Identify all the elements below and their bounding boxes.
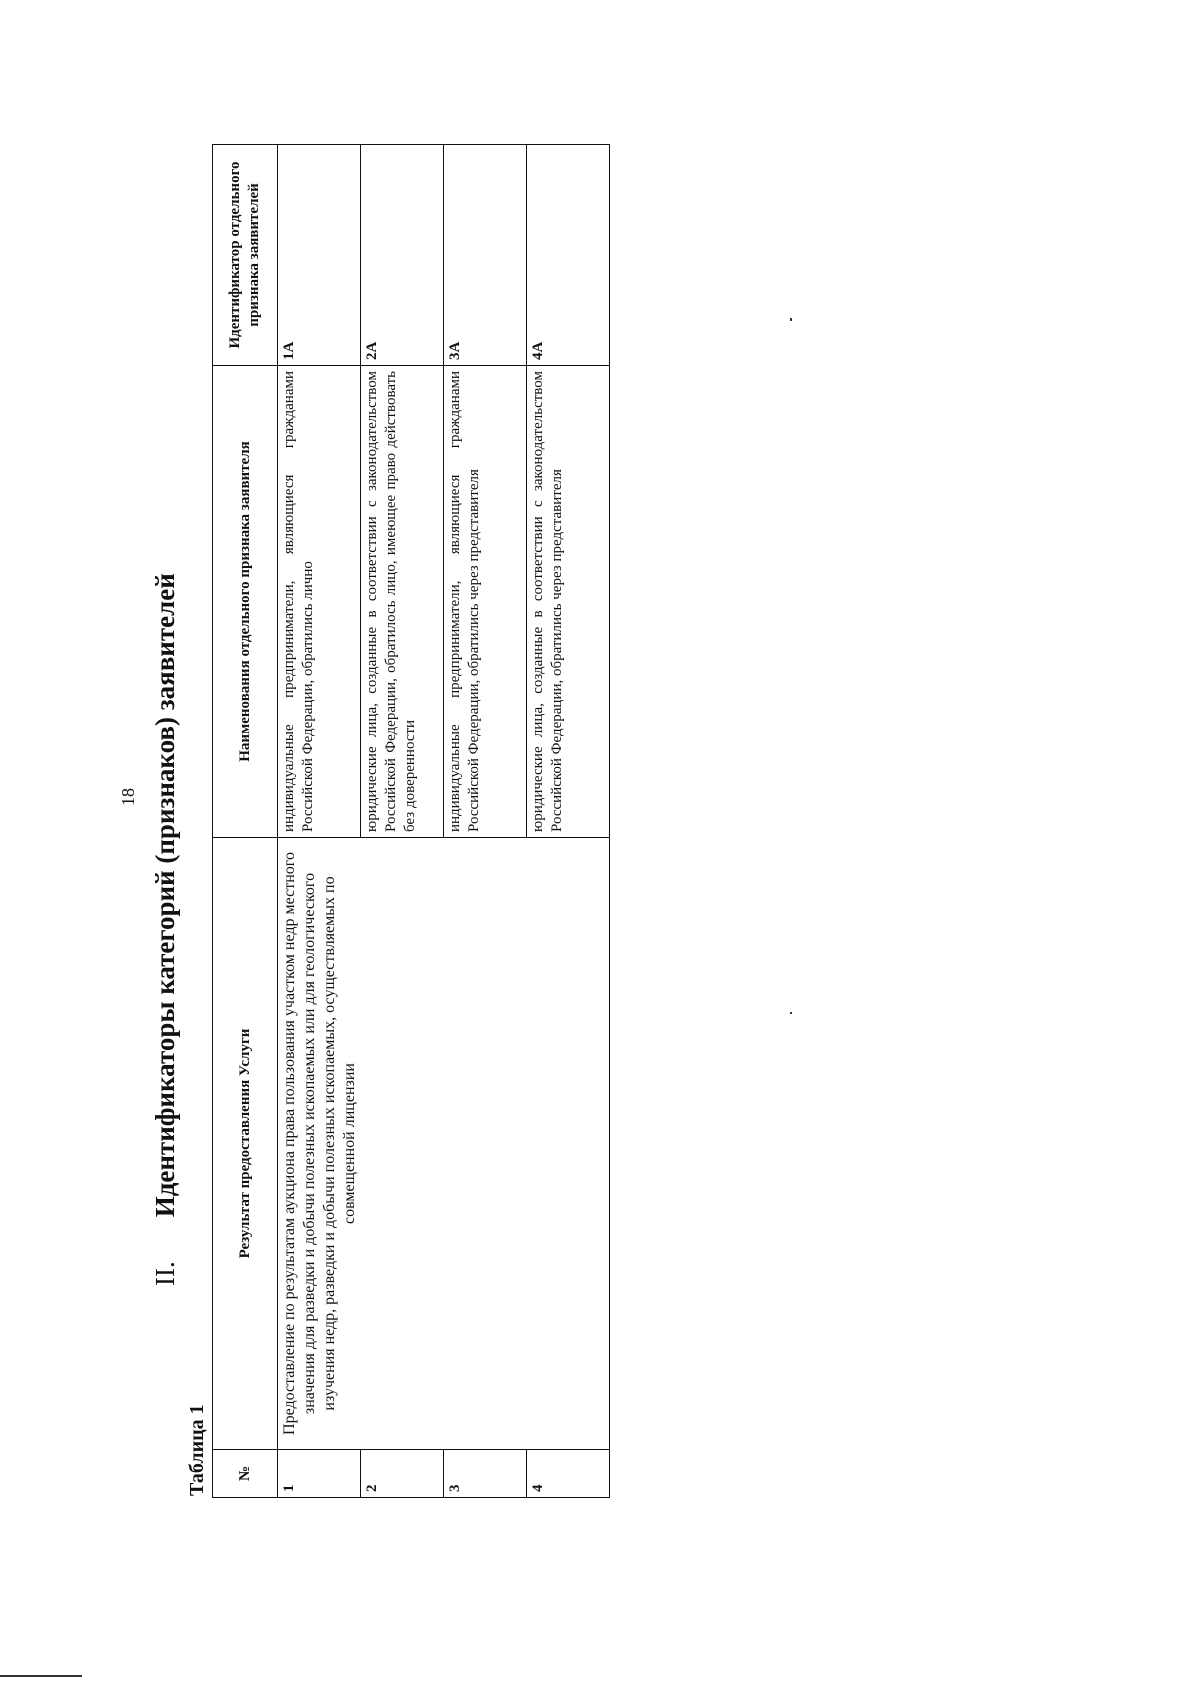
page-number: 18 — [118, 788, 138, 806]
applicant-sign-identifier: 3А — [444, 145, 527, 366]
applicant-sign-identifier: 4А — [527, 145, 610, 366]
row-number: 1 — [278, 1450, 361, 1498]
service-result-cell: Предоставление по результатам аукциона права пользования участком недр местного значения для разведки и добычи полезных ископаемых или для геологического изучения недр, разведки и добычи полезных ископаемых, осуществляемых по совмещенной лицензии — [278, 838, 610, 1450]
row-number: 4 — [527, 1450, 610, 1498]
section-number: II. — [150, 1261, 180, 1286]
scan-speck — [790, 318, 792, 321]
header-num: № — [213, 1450, 278, 1498]
applicant-sign-name: индивидуальные предприниматели, являющиеся гражданами Российской Федерации, обратились через представителя — [444, 366, 527, 838]
table-caption: Таблица 1 — [186, 1404, 208, 1496]
applicant-sign-name: юридические лица, созданные в соответствии с законодательством Российской Федерации, обратились через представителя — [527, 366, 610, 838]
section-title-text: Идентификаторы категорий (признаков) заявителей — [150, 573, 180, 1218]
scan-edge-line — [0, 1675, 82, 1677]
applicant-sign-identifier: 1А — [278, 145, 361, 366]
table-row — [278, 145, 361, 1498]
section-title — [150, 386, 181, 1286]
header-result: Результат предоставления Услуги — [213, 838, 278, 1450]
header-identifier: Идентификатор отдельного признака заявителей — [213, 145, 278, 366]
scan-speck — [790, 1012, 792, 1014]
applicant-sign-name: юридические лица, созданные в соответствии с законодательством Российской Федерации, обратилось лицо, имеющее право действовать без доверенности — [361, 366, 444, 838]
header-sign-name: Наименования отдельного признака заявителя — [213, 366, 278, 838]
applicant-sign-name: индивидуальные предприниматели, являющиеся гражданами Российской Федерации, обратились лично — [278, 366, 361, 838]
applicant-sign-identifier: 2А — [361, 145, 444, 366]
row-number: 2 — [361, 1450, 444, 1498]
row-number: 3 — [444, 1450, 527, 1498]
applicant-criteria-table — [212, 144, 610, 1498]
table-header-row — [213, 145, 278, 1498]
